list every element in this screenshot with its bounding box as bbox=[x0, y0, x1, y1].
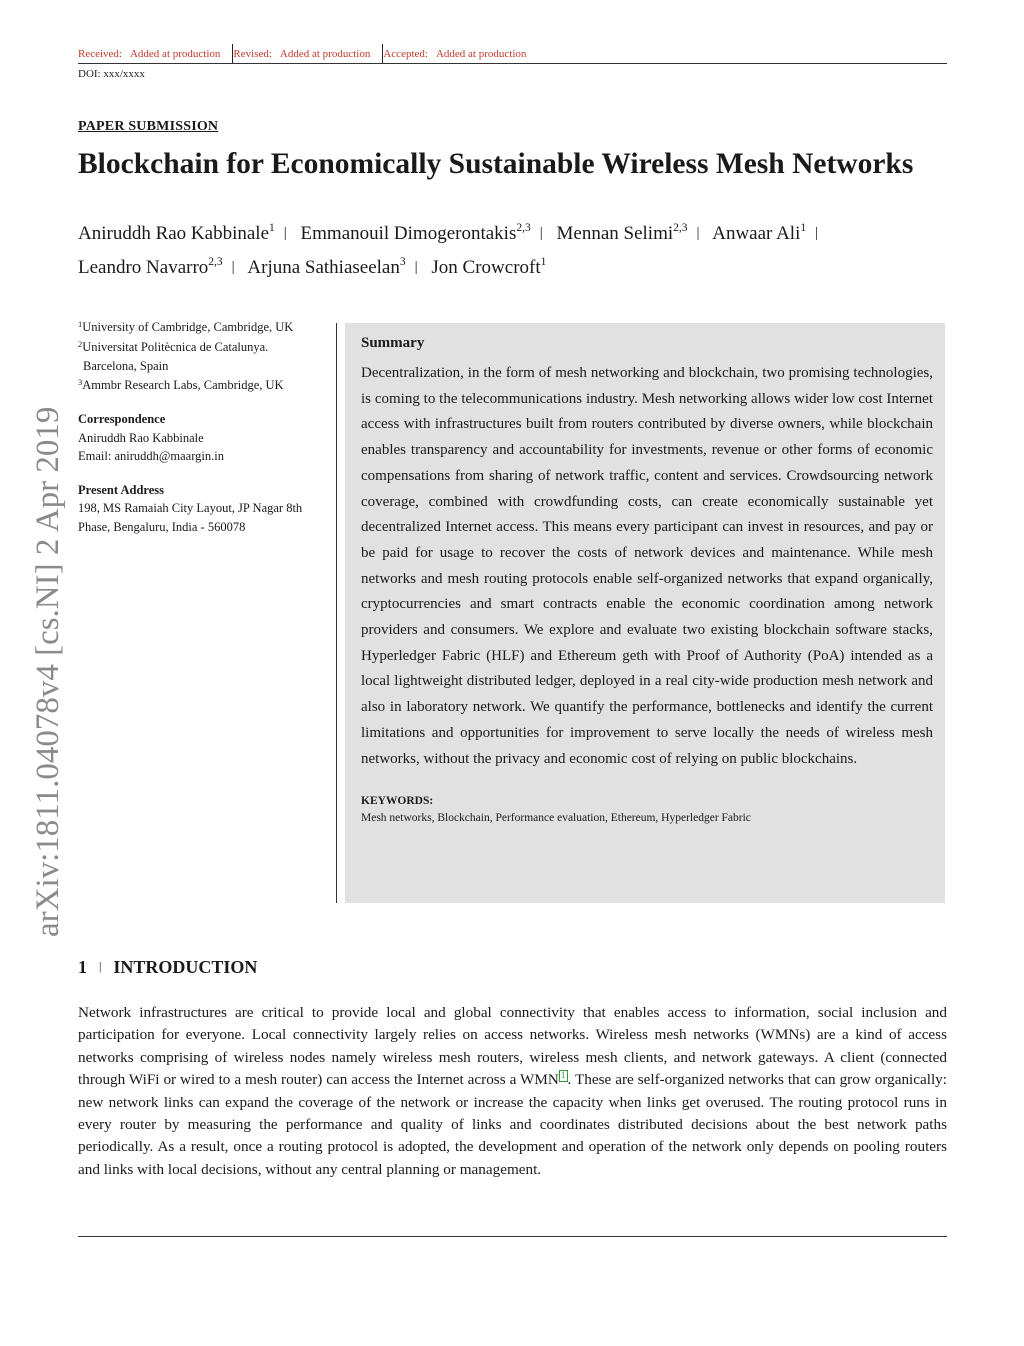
keywords-heading: KEYWORDS: bbox=[361, 795, 434, 808]
author-separator: | bbox=[414, 259, 418, 275]
affiliation: $^2$Universitat Politècnica de Catalunya. bbox=[78, 338, 269, 354]
section-heading bbox=[78, 957, 257, 978]
accepted-label: Accepted: bbox=[383, 48, 428, 60]
author-separator: | bbox=[815, 225, 819, 241]
author: Anwaar Ali$^1$ bbox=[712, 222, 807, 244]
paper-title: Blockchain for Economically Sustainable Wireless Mesh Networks bbox=[78, 148, 914, 180]
summary-box bbox=[345, 323, 945, 903]
correspondence-heading: Correspondence bbox=[78, 412, 166, 426]
author-separator: | bbox=[283, 225, 287, 241]
revised-label: Revised: bbox=[233, 48, 272, 60]
accepted-date bbox=[383, 48, 538, 60]
arxiv-stamp bbox=[30, 365, 66, 937]
section-title: INTRODUCTION bbox=[113, 957, 258, 977]
footer-rule bbox=[78, 1236, 947, 1237]
author-list bbox=[78, 218, 838, 286]
citation-link[interactable]: 1 bbox=[560, 1071, 566, 1082]
affiliation: $^1$University of Cambridge, Cambridge, UK bbox=[78, 319, 294, 334]
summary-text: Decentralization, in the form of mesh networking and blockchain, two promising technologies, is coming to the telecommunications industry. Mesh networking allows wider low cost Internet access with infrastructures built from routers contributed by diverse owners, while blockchain enables transparency and accountability for investments, revenue or other forms of economic compensations from sharing of network traffic, content and services. Crowdsourcing network coverage, combined with crowdfunding costs, can create economically sustainable yet decentralized Internet access. This means every participant can invest in resources, and pay or be paid for usage to recover the costs of network devices and maintenance. While mesh networks and mesh routing protocols enable self-organized networks that expand organically, cryptocurrencies and smart contracts enable the economic coordination among network providers and consumers. We explore and evaluate two existing blockchain software stacks, Hyperledger Fabric (HLF) and Ethereum geth with Proof of Authority (PoA) intended as a local lightweight distributed ledger, deployed in a real city-wide production mesh network and also in laboratory network. We quantify the performance, bottlenecks and identify the current limitations and opportunities for improvement to serve locally the needs of wireless mesh networks, without the privacy and economic cost of relying on public blockchains. bbox=[361, 365, 933, 767]
present-address-heading: Present Address bbox=[78, 482, 164, 497]
paper-type: PAPER SUBMISSION bbox=[78, 119, 219, 134]
introduction-paragraph: Network infrastructures are critical to provide local and global connectivity that enables access to information, social inclusion and participation for everyone. Local connectivity largely relies on access networks. Wireless mesh networks (WMNs) are a kind of access networks comprising of wireless nodes namely wireless mesh routers, wireless mesh clients, and network gateways. A client (connected through WiFi or wired to a mesh router) can access the Internet across a WMN 1 . These are self-organized networks that can grow organically: new network links can expand the coverage of the network or increase the capacity when links get overused. The routing protocol runs in every router by measuring the performance and quality of links and coordinates distributed decisions about the best network paths periodically. As a result, once a routing protocol is adopted, the development and operation of the network only depends on pooling routers and links with local decisions, without any central planning or management. bbox=[78, 1004, 947, 1178]
accepted-value: Added at production bbox=[435, 48, 527, 60]
correspondence-email[interactable]: Email: aniruddh@maargin.in bbox=[78, 449, 224, 463]
revised-date bbox=[233, 48, 382, 60]
section-separator: | bbox=[99, 959, 102, 973]
keywords: Mesh networks, Blockchain, Performance evaluation, Ethereum, Hyperledger Fabric bbox=[361, 812, 751, 825]
author: Mennan Selimi$^{2,3}$ bbox=[556, 222, 688, 244]
affiliation-continuation: Barcelona, Spain bbox=[83, 359, 169, 373]
author: Jon Crowcroft$^1$ bbox=[431, 256, 547, 278]
header-rule bbox=[78, 63, 947, 64]
section-number: 1 bbox=[78, 957, 87, 977]
affiliation: $^3$Ammbr Research Labs, Cambridge, UK bbox=[78, 376, 284, 392]
received-date bbox=[78, 48, 232, 60]
author-separator: | bbox=[696, 225, 700, 241]
author-separator: | bbox=[539, 225, 543, 241]
author: Arjuna Sathiaseelan$^3$ bbox=[247, 256, 406, 278]
present-address-line: Phase, Bengaluru, India - 560078 bbox=[78, 519, 246, 534]
author: Leandro Navarro$^{2,3}$ bbox=[78, 256, 223, 278]
column-divider bbox=[336, 323, 337, 903]
author-separator: | bbox=[231, 259, 235, 275]
arxiv-stamp-text: arXiv:1811.04078v4 [cs.NI] 2 Apr 2019 bbox=[30, 406, 66, 937]
present-address-line: 198, MS Ramaiah City Layout, JP Nagar 8th bbox=[78, 501, 303, 515]
revised-value: Added at production bbox=[279, 48, 371, 60]
doi: DOI: xxx/xxxx bbox=[78, 68, 145, 80]
received-label: Received: bbox=[78, 48, 122, 60]
author: Aniruddh Rao Kabbinale$^1$ bbox=[78, 222, 275, 244]
received-value: Added at production bbox=[129, 48, 221, 60]
affiliations-column bbox=[78, 318, 333, 536]
author: Emmanouil Dimogerontakis$^{2,3}$ bbox=[300, 222, 531, 244]
publication-dates bbox=[78, 44, 947, 64]
correspondence-name: Aniruddh Rao Kabbinale bbox=[78, 430, 204, 445]
summary-heading: Summary bbox=[361, 335, 425, 351]
